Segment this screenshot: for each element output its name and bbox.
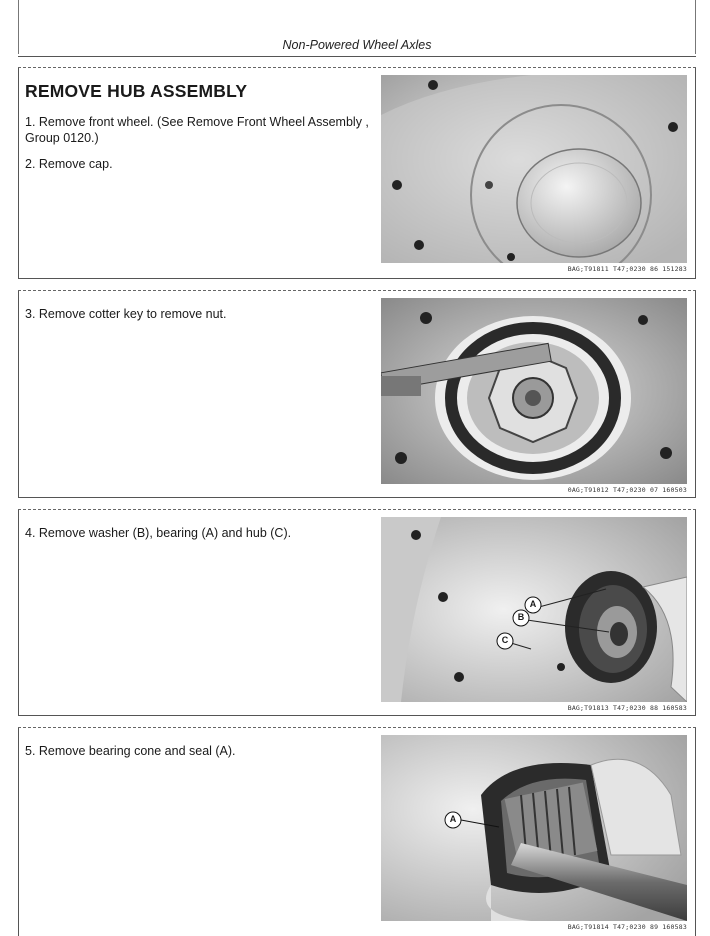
photo-caption: 0AG;T91012 T47;0230 07 160503 (567, 486, 687, 494)
photo-washer-bearing-hub (381, 517, 687, 702)
step-2: 2. Remove cap. (25, 157, 113, 171)
step-3: 3. Remove cotter key to remove nut. (25, 307, 227, 321)
section-washer-bearing-hub (18, 509, 696, 716)
callout-c: C (501, 635, 509, 645)
photo-caption: BAG;T91813 T47;0230 88 160583 (567, 704, 687, 712)
photo-axle-cap (381, 75, 687, 263)
section-remove-hub-assembly (18, 67, 696, 279)
section-cotter-key (18, 290, 696, 498)
photo-cotter-key-nut (381, 298, 687, 484)
header-rule (18, 56, 696, 57)
callout-b: B (517, 612, 525, 622)
section-text (25, 735, 380, 769)
photo-caption: BAG;T91811 T47;0230 86 151283 (567, 265, 687, 273)
section-text (25, 517, 380, 551)
photo-caption: BAG;T91814 T47;0230 89 160583 (567, 923, 687, 931)
page-header: Non-Powered Wheel Axles (282, 38, 432, 52)
section-text (25, 298, 380, 332)
section-text (25, 75, 380, 182)
step-1: 1. Remove front wheel. (See Remove Front Wheel Assembly , Group 0120.) (25, 115, 369, 145)
callout-a: A (529, 599, 537, 609)
photo-bearing-cone-seal (381, 735, 687, 921)
callout-a: A (449, 814, 457, 824)
step-5: 5. Remove bearing cone and seal (A). (25, 744, 236, 758)
section-bearing-cone-seal (18, 727, 696, 936)
step-4: 4. Remove washer (B), bearing (A) and hub (C). (25, 526, 292, 540)
section-title: REMOVE HUB ASSEMBLY (25, 81, 248, 101)
